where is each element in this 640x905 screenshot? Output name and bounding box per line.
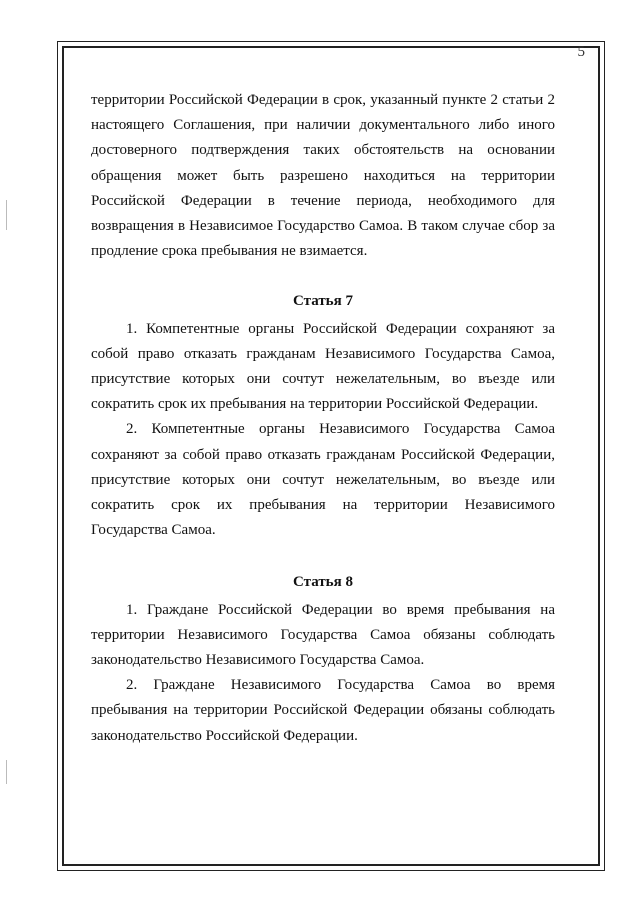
page-number: 5 [577,44,585,60]
spacer [91,543,555,570]
spacer [91,264,555,289]
scan-margin-mark [6,760,7,784]
article-7-paragraph-1: 1. Компетентные органы Российской Федерации сохраняют за собой право отказать гражданам Независимого Государства Самоа, присутствие которых они сочтут нежелательным, во въезде или сократить срок их пребывания на территории Российской Федерации. [91,320,555,413]
article-8-paragraph-2: 2. Граждане Независимого Государства Самоа во время пребывания на территории Российской Федерации обязаны соблюдать законодательство Российской Федерации. [91,677,555,744]
article-8-heading: Статья 8 [293,574,353,591]
article-7-heading: Статья 7 [293,293,353,310]
scan-margin-mark [6,200,7,230]
article-8-paragraph-1: 1. Граждане Российской Федерации во время пребывания на территории Независимого Государства Самоа обязаны соблюдать законодательство Независимого Государства Самоа. [91,601,555,669]
document-body [91,88,555,749]
intro-paragraph: территории Российской Федерации в срок, указанный пункте 2 статьи 2 настоящего Соглашения, при наличии документального либо иного достоверного подтверждения таких обстоятельств на основании обращения может быть разрешено находиться на территории Российской Федерации в течение периода, необходимого для возвращения в Независимое Государство Самоа. В таком случае сбор за продление срока пребывания не взимается. [91,92,555,260]
article-7-paragraph-2: 2. Компетентные органы Независимого Государства Самоа сохраняют за собой право отказать гражданам Российской Федерации, присутствие которых они сочтут нежелательным, во въезде или сократить срок их пребывания на территории Независимого Государства Самоа. [91,421,555,539]
